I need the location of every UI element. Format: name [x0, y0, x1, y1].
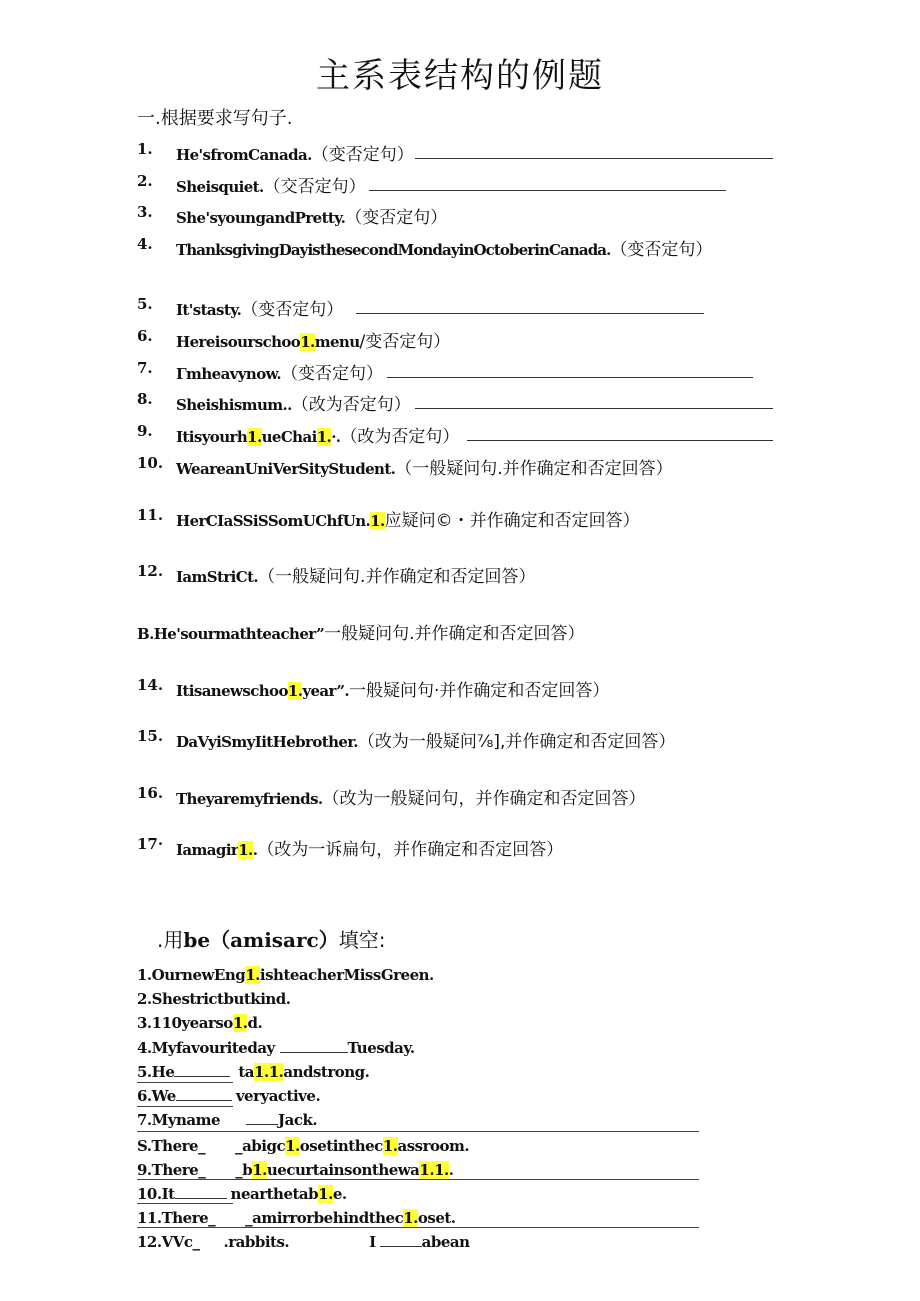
- fill-text: ishteacherMissGreen.: [259, 966, 434, 984]
- question-text: He'sfromCanada.: [176, 146, 312, 164]
- question-instruction: 一般疑问句·并作确定和否定回答）: [349, 681, 610, 701]
- divider-line: [137, 1227, 699, 1228]
- question-text: DaVyiSmyIitHebrother.: [176, 733, 358, 751]
- fill-item-4: [137, 1039, 415, 1057]
- question-instruction: （改为否定句）: [291, 395, 411, 415]
- question-item-13: [137, 617, 777, 644]
- fill-text: d.: [247, 1014, 263, 1032]
- divider-line: [137, 1203, 233, 1204]
- fill-item-12: [137, 1233, 470, 1251]
- fill-text: andstrong.: [283, 1063, 370, 1081]
- fill-blank[interactable]: [246, 1112, 278, 1125]
- question-instruction: （变否定句）: [241, 300, 344, 320]
- highlighted-text: 1.: [232, 1014, 248, 1032]
- fill-text: oset.: [417, 1209, 456, 1227]
- question-text: She'syoungandPretty.: [176, 209, 346, 227]
- fill-text: 6.We: [137, 1087, 176, 1105]
- question-number: 1.: [137, 140, 153, 158]
- fill-item-11: [137, 1209, 456, 1227]
- question-text: Sheishismum..: [176, 396, 292, 414]
- fill-text: _amirrorbehindthec: [245, 1209, 404, 1227]
- question-number: 3.: [137, 203, 153, 221]
- question-text: .: [252, 841, 258, 859]
- fill-text: .: [448, 1161, 454, 1179]
- fill-item-8: [137, 1137, 469, 1155]
- highlighted-text: 1.: [300, 333, 315, 351]
- question-number: 12.: [137, 562, 164, 580]
- highlighted-text: 1.: [370, 512, 385, 530]
- heading-part: 填空:: [338, 928, 386, 952]
- question-instruction: （改为否定句）: [340, 427, 460, 447]
- question-number: 10.: [137, 454, 164, 472]
- answer-line[interactable]: [415, 158, 773, 159]
- question-text: Itisanewschoo: [176, 682, 288, 700]
- fill-text: e.: [332, 1185, 347, 1203]
- question-text: Itisyourh: [176, 428, 248, 446]
- highlighted-text: 1.: [247, 428, 262, 446]
- question-instruction: （变否定句）: [311, 145, 414, 165]
- question-instruction: （一般疑问句.并作确定和否定回答）: [258, 567, 536, 587]
- section-heading-2: [157, 924, 385, 953]
- question-item-6: [137, 325, 537, 352]
- fill-item-10: [137, 1185, 347, 1203]
- heading-part: be（amisarc）: [183, 928, 339, 952]
- fill-item-6: [137, 1087, 320, 1105]
- answer-line[interactable]: [356, 313, 704, 314]
- question-item-7: [137, 357, 757, 384]
- question-item-9: [137, 420, 777, 447]
- question-number: 11.: [137, 506, 164, 524]
- fill-text: 7.Myname: [137, 1111, 221, 1129]
- fill-item-3: [137, 1014, 262, 1032]
- highlighted-text: 1.: [287, 682, 303, 700]
- fill-text: ta: [238, 1063, 255, 1081]
- divider-line: [137, 1082, 233, 1083]
- fill-item-2: [137, 990, 291, 1008]
- highlighted-text: 1.: [318, 1185, 333, 1203]
- question-text: HerCIaSSiSSomUChfUn.: [176, 512, 371, 530]
- question-item-1: [137, 138, 777, 165]
- question-text: Γmheavynow.: [176, 365, 282, 383]
- question-instruction: （改为一般疑问句，并作确定和否定回答）: [322, 789, 646, 809]
- highlighted-text: 1.: [316, 428, 332, 446]
- page-title: 主系表结构的例题: [316, 56, 604, 96]
- question-text: Theyaremyfriends.: [176, 790, 323, 808]
- question-number: 4.: [137, 235, 153, 253]
- question-item-4: [137, 233, 777, 260]
- question-item-10: [137, 452, 777, 479]
- fill-text: abean: [421, 1233, 470, 1251]
- question-number: 6.: [137, 327, 153, 345]
- question-text: Iamagir: [176, 841, 239, 859]
- fill-blank[interactable]: [380, 1234, 422, 1247]
- question-item-12: [137, 560, 777, 587]
- question-text: Sheisquiet.: [176, 178, 264, 196]
- divider-line: [137, 1106, 233, 1107]
- fill-blank[interactable]: [174, 1064, 230, 1077]
- question-number: 15.: [137, 727, 164, 745]
- question-instruction: （变否定句）: [281, 364, 384, 384]
- fill-text: veryactive.: [235, 1087, 321, 1105]
- question-text: ueChai: [261, 428, 317, 446]
- question-instruction: 应疑问©・并作确定和否定回答）: [384, 511, 640, 531]
- highlighted-text: 1.: [245, 966, 260, 984]
- answer-line[interactable]: [387, 377, 753, 378]
- question-item-15: [137, 725, 777, 752]
- question-item-16: [137, 782, 777, 809]
- answer-line[interactable]: [369, 190, 726, 191]
- question-text: WeareanUniVerSityStudent.: [176, 460, 396, 478]
- fill-text: _abigc: [235, 1137, 286, 1155]
- highlighted-text: 1.: [238, 841, 253, 859]
- question-item-2: [137, 170, 737, 197]
- question-instruction: （变否定句）: [610, 240, 713, 260]
- fill-text: 10.It: [137, 1185, 175, 1203]
- fill-text: Tuesday.: [347, 1039, 415, 1057]
- question-text: Hereisourschoo: [176, 333, 301, 351]
- question-text: ·.: [331, 428, 341, 446]
- fill-text: 1.OurnewEng: [137, 966, 246, 984]
- fill-text: Jack.: [278, 1111, 318, 1129]
- question-item-5: [137, 293, 717, 320]
- question-item-17: [137, 833, 777, 860]
- fill-text: 3.110yearso: [137, 1014, 233, 1032]
- highlighted-text: 1.: [382, 1137, 398, 1155]
- fill-text: _b: [235, 1161, 253, 1179]
- fill-text: 5.He: [137, 1063, 175, 1081]
- highlighted-text: 1.: [285, 1137, 300, 1155]
- divider-line: [137, 1131, 699, 1132]
- question-item-14: [137, 674, 777, 701]
- section-heading-1: 一.根据要求写句子.: [137, 108, 293, 129]
- fill-item-1: [137, 966, 434, 984]
- question-text: menu: [314, 333, 360, 351]
- fill-text: nearthetab: [230, 1185, 319, 1203]
- fill-item-5: [137, 1063, 369, 1081]
- question-text: ThanksgivingDayisthesecondMondayinOctoberinCanada.: [176, 241, 611, 259]
- fill-text: S.There_: [137, 1137, 206, 1155]
- question-instruction: 一般疑问句.并作确定和否定回答）: [324, 624, 585, 644]
- answer-line[interactable]: [467, 440, 773, 441]
- fill-text: 9.There_: [137, 1161, 206, 1179]
- highlighted-text: 1.1.: [254, 1063, 284, 1081]
- question-number: 16.: [137, 784, 164, 802]
- question-text: B.He'sourmathteacher”: [137, 625, 325, 643]
- question-text: IamStriCt.: [176, 568, 259, 586]
- question-instruction: （改为一诉扁句，并作确定和否定回答）: [257, 840, 564, 860]
- fill-text: 4.Myfavouriteday: [137, 1039, 280, 1057]
- question-instruction: （一般疑问句.并作确定和否定回答）: [395, 459, 673, 479]
- question-instruction: （变否定句）: [345, 208, 448, 228]
- fill-text: assroom.: [397, 1137, 470, 1155]
- fill-text: uecurtainsonthewa: [266, 1161, 420, 1179]
- fill-item-9: [137, 1161, 453, 1179]
- question-instruction: （改为一般疑问⅞],并作确定和否定回答）: [357, 732, 676, 752]
- highlighted-text: 1.1.: [419, 1161, 449, 1179]
- fill-text: 12.VVc_: [137, 1233, 200, 1251]
- question-item-3: [137, 201, 537, 228]
- question-number: 7.: [137, 359, 153, 377]
- fill-text: osetinthec: [299, 1137, 383, 1155]
- question-number: 17·: [137, 835, 164, 853]
- fill-text: 2.Shestrictbutkind.: [137, 990, 291, 1008]
- question-instruction: （交否定句）: [263, 177, 366, 197]
- question-number: 14.: [137, 676, 164, 694]
- fill-text: I: [369, 1233, 376, 1251]
- fill-item-7: [137, 1111, 317, 1129]
- question-text: It'stasty.: [176, 301, 242, 319]
- highlighted-text: 1.: [403, 1209, 418, 1227]
- question-number: 5.: [137, 295, 153, 313]
- question-instruction: /变否定句）: [359, 332, 451, 352]
- highlighted-text: 1.: [252, 1161, 267, 1179]
- fill-text: 11.There_: [137, 1209, 216, 1227]
- question-number: 8.: [137, 390, 153, 408]
- fill-text: .rabbits.: [223, 1233, 290, 1251]
- heading-part: .用: [157, 928, 184, 952]
- question-item-8: [137, 388, 777, 415]
- question-text: year”.: [302, 682, 350, 700]
- question-number: 9.: [137, 422, 153, 440]
- question-item-11: [137, 504, 777, 531]
- answer-line[interactable]: [415, 408, 773, 409]
- question-number: 2.: [137, 172, 153, 190]
- divider-line: [137, 1179, 699, 1180]
- fill-blank[interactable]: [175, 1186, 227, 1199]
- fill-blank[interactable]: [176, 1088, 232, 1101]
- fill-blank[interactable]: [280, 1040, 348, 1053]
